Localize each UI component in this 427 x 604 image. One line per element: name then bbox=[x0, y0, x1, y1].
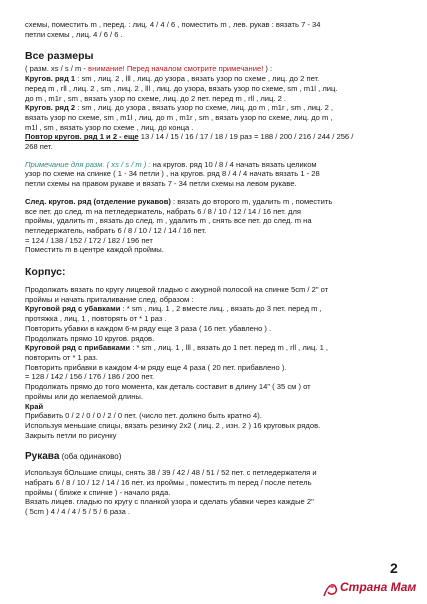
separation-line: проймы, удалить m , вязать до след. m , удалить m , снять все пет. до след. m на bbox=[25, 216, 312, 226]
sleeves-line: Вязать лицев. гладью по кругу с планкой узора и сделать убавки через каждые 2" bbox=[25, 497, 314, 507]
document-page bbox=[25, 20, 410, 517]
edge-line: Прибавить 0 / 2 / 0 / 0 / 2 / 0 пет. (число пет. должно быть кратно 4). bbox=[25, 411, 262, 421]
separation-line: След. кругов. ряд (отделение рукавов) : вязать до второго m, удалить m , поместить bbox=[25, 196, 333, 206]
body-heading: Корпус: bbox=[25, 266, 66, 279]
sleeves-line: ( 5cm ) 4 / 4 / 4 / 5 / 5 / 6 раза . bbox=[25, 507, 131, 517]
increase-line: Продолжать прямо до того момента, как деталь составит в длину 14" ( 35 см ) от bbox=[25, 382, 311, 392]
round-1-line: Кругов. ряд 1 : sm , лиц. 2 , lll , лиц. до узора , вязать узор по схеме , лиц. до 2 пет. bbox=[25, 74, 320, 84]
increase-line: = 128 / 142 / 156 / 176 / 186 / 200 пет. bbox=[25, 372, 155, 382]
sleeves-heading: Рукава (оба одинаково) bbox=[25, 451, 122, 463]
decrease-line: протяжка , лиц. 1 , повторять от * 1 раз . bbox=[25, 314, 167, 324]
increase-line: проймы или до желаемой длины. bbox=[25, 391, 143, 401]
repeat-line: Повтор кругов. ряд 1 и 2 - еще 13 / 14 / 15 / 16 / 17 / 18 / 19 раз = 188 / 200 / 216 / 244 / 256 / bbox=[25, 132, 354, 142]
size-note-line: Примечание для разм. ( xs / s / m ) : на кругов. ряд 10 / 8 / 4 начать вязать целиком bbox=[25, 159, 317, 169]
separation-line: все пет. до след. m на петледержатель, набрать 6 / 8 / 10 / 12 / 14 / 16 пет. для bbox=[25, 206, 302, 216]
size-note-line: узор по схеме на спинке ( 1 - 34 петли ) , на кругов. ряд 8 / 4 / 4 начать вязать 1 - 28 bbox=[25, 169, 320, 179]
site-watermark: Страна Мам bbox=[340, 580, 417, 594]
separation-line: петледержатель, набрать 6 / 8 / 10 / 12 / 14 / 16 пет. bbox=[25, 225, 207, 235]
separation-line: = 124 / 138 / 152 / 172 / 182 / 196 пет bbox=[25, 235, 153, 245]
sleeves-line: набрать 6 / 8 / 10 / 12 / 14 / 16 пет. из проймы , поместить m перед / после петель bbox=[25, 478, 312, 488]
round-1-line: до m , m1r , sm , вязать узор по схеме, лиц. до 2 пет. перед m , rll , лиц. 2 . bbox=[25, 93, 287, 103]
body-line: Продолжать вязать по кругу лицевой гладью с ажурной полосой на спинке 5cm / 2" от bbox=[25, 285, 329, 295]
intro-line: схемы, поместить m , перед. : лиц. 4 / 4 / 6 , поместить m , лев. рукав : вязать 7 - 34 bbox=[25, 20, 321, 29]
sleeves-line: проймы ( ближе к спинке ) - начало ряда. bbox=[25, 487, 171, 497]
round-1-line: перед m , rll , лиц. 2 , sm , лиц. 2 , lll , лиц. до узора, вязать узор по схеме, sm , m1l , лиц. bbox=[25, 83, 338, 93]
increase-line: повторить от * 1 раз. bbox=[25, 352, 98, 362]
increase-line: Повторить прибавки в каждом 4-м ряду еще 4 раза ( 20 пет. прибавлено ). bbox=[25, 362, 287, 372]
edge-line: Закрыть петли по рисунку bbox=[25, 430, 117, 440]
sizes-heading: Все размеры bbox=[25, 50, 94, 63]
increase-line: Круговой ряд с прибавками : * sm , лиц. 1 , lll , вязать до 1 пет. перед m , rll , лиц. 1 , bbox=[25, 343, 329, 353]
sizes-note: ( разм. xs / s / m - внимание! Перед началом смотрите примечание! ) : bbox=[25, 64, 273, 74]
round-2-line: вязать узор по схеме, sm , m1l , лиц. до m , m1r , sm , вязать узор по схеме, лиц. до m , bbox=[25, 112, 333, 122]
separation-line: Поместить m в центре каждой проймы. bbox=[25, 245, 164, 255]
body-line: проймы и начать приталивание след. образом : bbox=[25, 294, 194, 304]
repeat-line: 268 пет. bbox=[25, 142, 53, 152]
round-2-line: m1l , sm , вязать узор по схеме , лиц. до конца . bbox=[25, 122, 194, 132]
intro-line: петли схемы , лиц. 4 / 6 / 6 . bbox=[25, 29, 123, 39]
decrease-line: Продолжать прямо 10 кругов. рядов. bbox=[25, 333, 155, 343]
size-note-label: Примечание для разм. ( xs / s / m ) : bbox=[25, 159, 151, 169]
decrease-line: Повторить убавки в каждом 6-м ряду еще 3 раза ( 16 пет. убавлено ) . bbox=[25, 323, 272, 333]
sleeves-line: Используя бОльшие спицы, снять 38 / 39 / 42 / 48 / 51 / 52 пет. с петледержателя и bbox=[25, 468, 317, 478]
decrease-line: Круговой ряд с убавками : * sm , лиц. 1 , 2 вместе лиц. , вязать до 3 пет. перед m , bbox=[25, 304, 322, 314]
edge-line: Используя меньшие спицы, вязать резинку 2x2 ( лиц. 2 , изн. 2 ) 16 круговых рядов. bbox=[25, 420, 321, 430]
edge-heading: Край bbox=[25, 401, 44, 411]
page-number: 2 bbox=[390, 560, 398, 576]
size-note-line: петли схемы на правом рукаве и вязать 7 - 34 петли схемы на левом рукаве. bbox=[25, 179, 297, 189]
round-2-line: Кругов. ряд 2 : sm , лиц. до узора , вязать узор по схеме, лиц. до m , m1r , sm , лиц. 2 , bbox=[25, 103, 334, 113]
warning-text: внимание! Перед началом смотрите примечание! bbox=[88, 64, 264, 74]
